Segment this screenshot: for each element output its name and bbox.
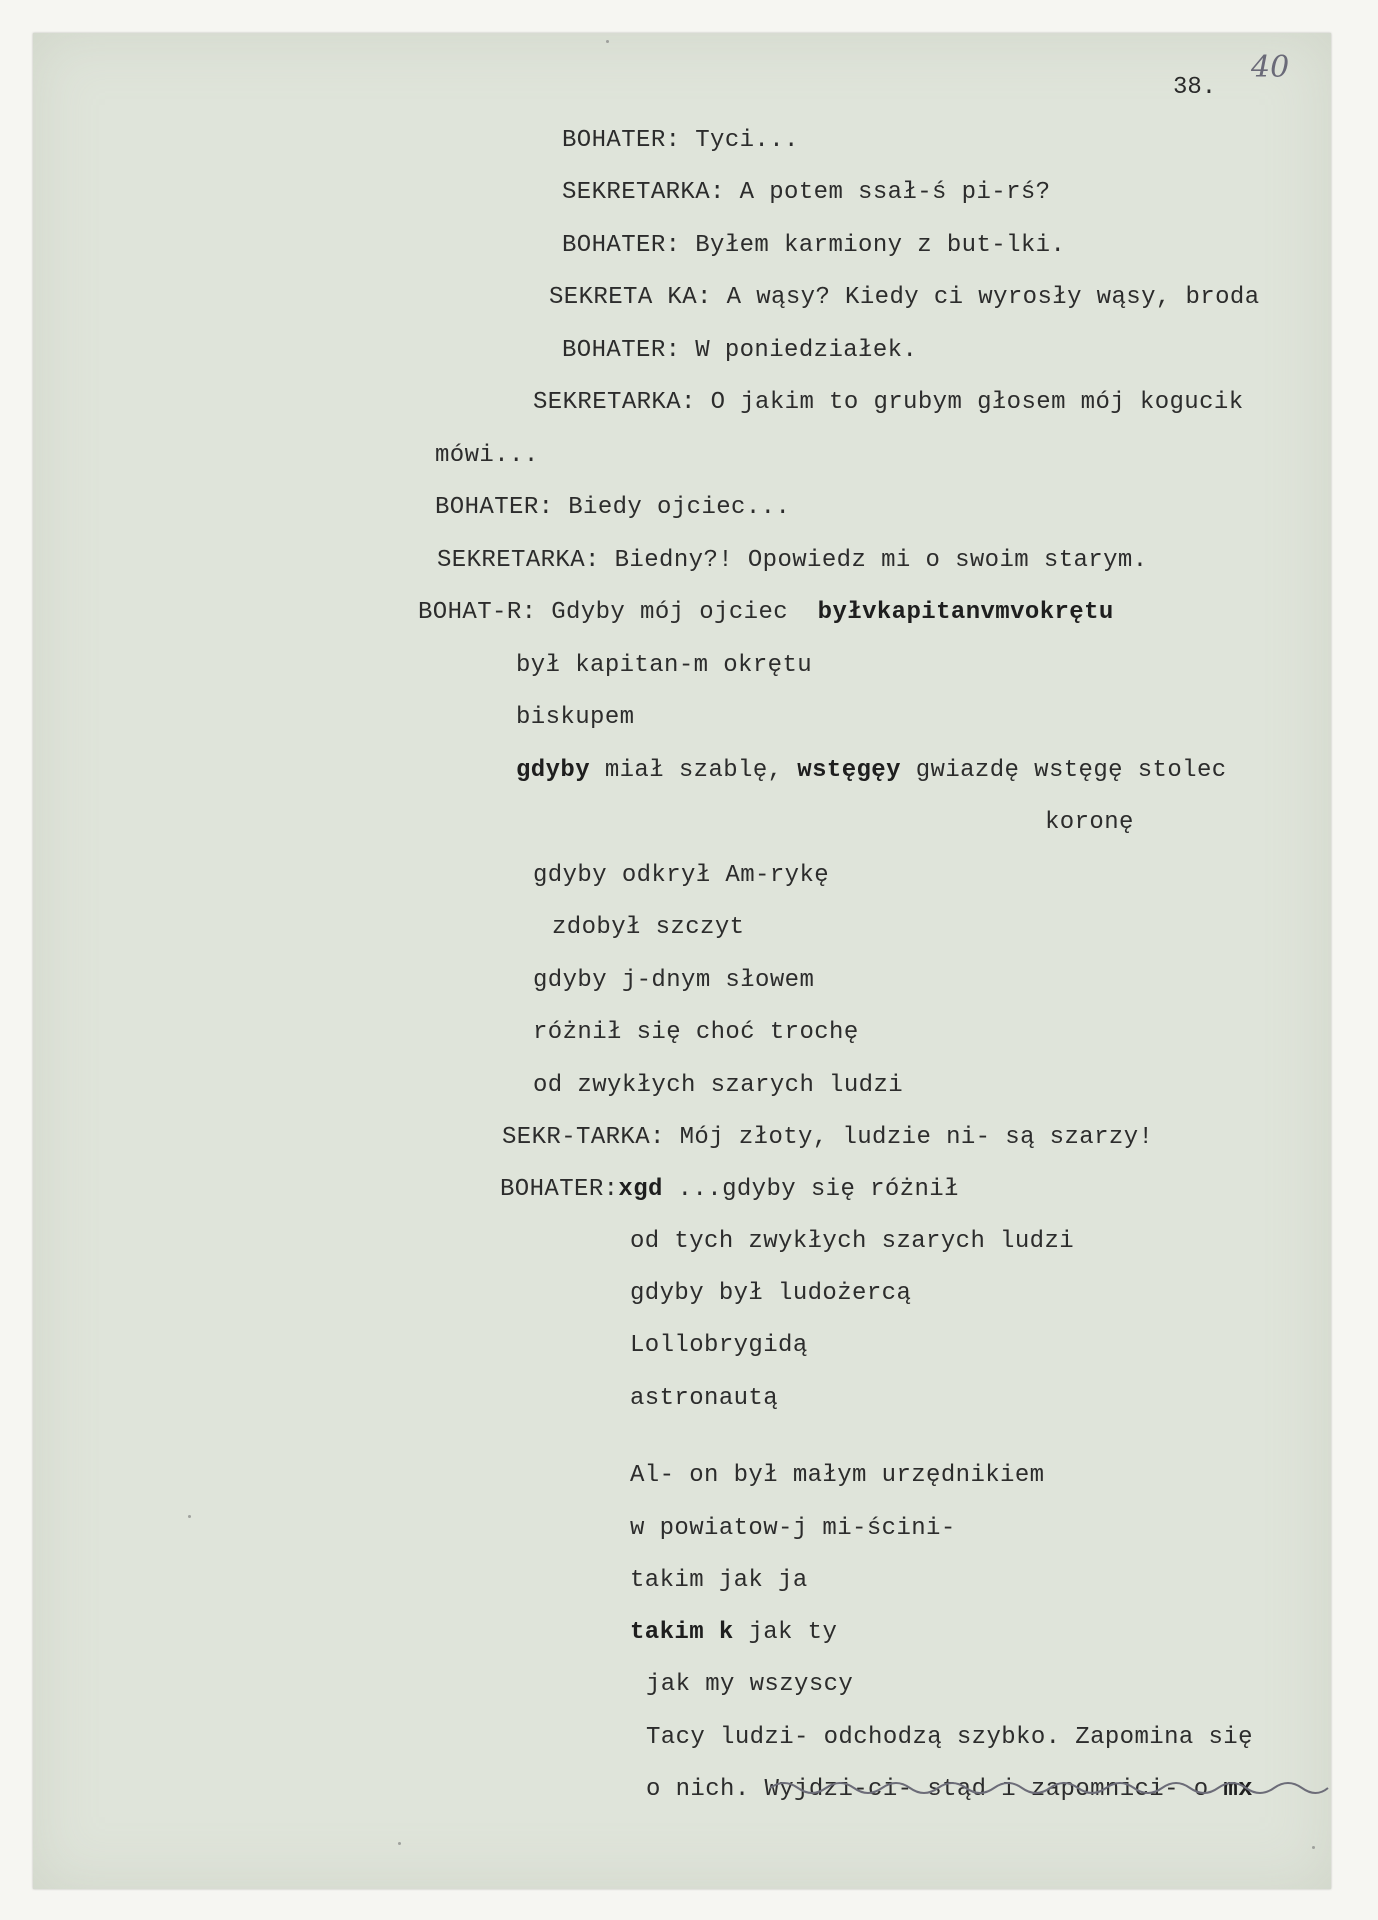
- line-2: SEKRETARKA: A potem ssał-ś pi-rś?: [562, 179, 1051, 206]
- struck-text-2: gdyby: [516, 757, 591, 784]
- line-27: w powiatow-j mi-ścini-: [630, 1515, 956, 1542]
- line-32-struck-sentence: Wyjdzi-ci- stąd i zapomnici- o: [764, 1776, 1209, 1803]
- line-3: BOHATER: Byłem karmiony z but-lki.: [562, 232, 1066, 259]
- line-10-text: BOHAT-R: Gdyby mój ojciec: [418, 599, 789, 626]
- line-4: SEKRETA KA: A wąsy? Kiedy ci wyrosły wąsy, broda: [549, 284, 1260, 311]
- line-15: gdyby odkrył Am-rykę: [533, 862, 830, 889]
- line-22: od tych zwykłych szarych ludzi: [630, 1228, 1075, 1255]
- line-11: był kapitan-m okrętu: [516, 652, 813, 679]
- line-30: jak my wszyscy: [646, 1671, 854, 1698]
- handwritten-page-number: 40: [1251, 50, 1290, 85]
- line-16: zdobył szczyt: [552, 914, 745, 941]
- line-18: różnił się choć trochę: [533, 1019, 859, 1046]
- line-7: mówi...: [435, 442, 539, 469]
- line-14: koronę: [1045, 809, 1134, 836]
- line-21-text: ...gdyby się różnił: [677, 1176, 959, 1203]
- line-19: od zwykłych szarych ludzi: [533, 1072, 904, 1099]
- line-13-text-b: gwiazdę wstęgę stolec: [915, 757, 1227, 784]
- line-9: SEKRETARKA: Biedny?! Opowiedz mi o swoim starym.: [437, 547, 1148, 574]
- line-28: takim jak ja: [630, 1567, 808, 1594]
- line-1: BOHATER: Tyci...: [562, 127, 799, 154]
- struck-text-3: wstęgęy: [797, 757, 901, 784]
- handwritten-strikethrough: [770, 1772, 1330, 1802]
- line-24: Lollobrygidą: [630, 1332, 808, 1359]
- line-31: Tacy ludzi- odchodzą szybko. Zapomina się: [646, 1724, 1253, 1751]
- line-12: biskupem: [516, 704, 635, 731]
- line-17: gdyby j-dnym słowem: [533, 967, 815, 994]
- line-5: BOHATER: W poniedziałek.: [562, 337, 918, 364]
- line-6: SEKRETARKA: O jakim to grubym głosem mój kogucik: [533, 389, 1244, 416]
- line-20: SEKR-TARKA: Mój złoty, ludzie ni- są szarzy!: [502, 1124, 1154, 1151]
- line-13-text-a: miał szablę,: [604, 757, 783, 784]
- page-number: 38.: [1173, 74, 1217, 101]
- line-13: [516, 757, 1227, 785]
- line-23: gdyby był ludożercą: [630, 1280, 912, 1307]
- line-25: astronautą: [630, 1385, 779, 1412]
- line-21-speaker: BOHATER:: [500, 1176, 619, 1203]
- line-29: [630, 1619, 837, 1647]
- line-29-text: jak ty: [748, 1619, 838, 1646]
- line-26: Al- on był małym urzędnikiem: [630, 1462, 1045, 1489]
- line-10: [418, 599, 1114, 627]
- struck-text-4: xgd: [618, 1176, 663, 1203]
- line-8: BOHATER: Biedy ojciec...: [435, 494, 791, 521]
- line-32-text-a: o nich.: [646, 1776, 750, 1803]
- struck-text-5: takim k: [630, 1619, 734, 1646]
- struck-text-6: mx: [1223, 1776, 1253, 1803]
- line-21: [500, 1176, 959, 1204]
- struck-text-1: byłvkapitanvmvokrętu: [817, 599, 1114, 626]
